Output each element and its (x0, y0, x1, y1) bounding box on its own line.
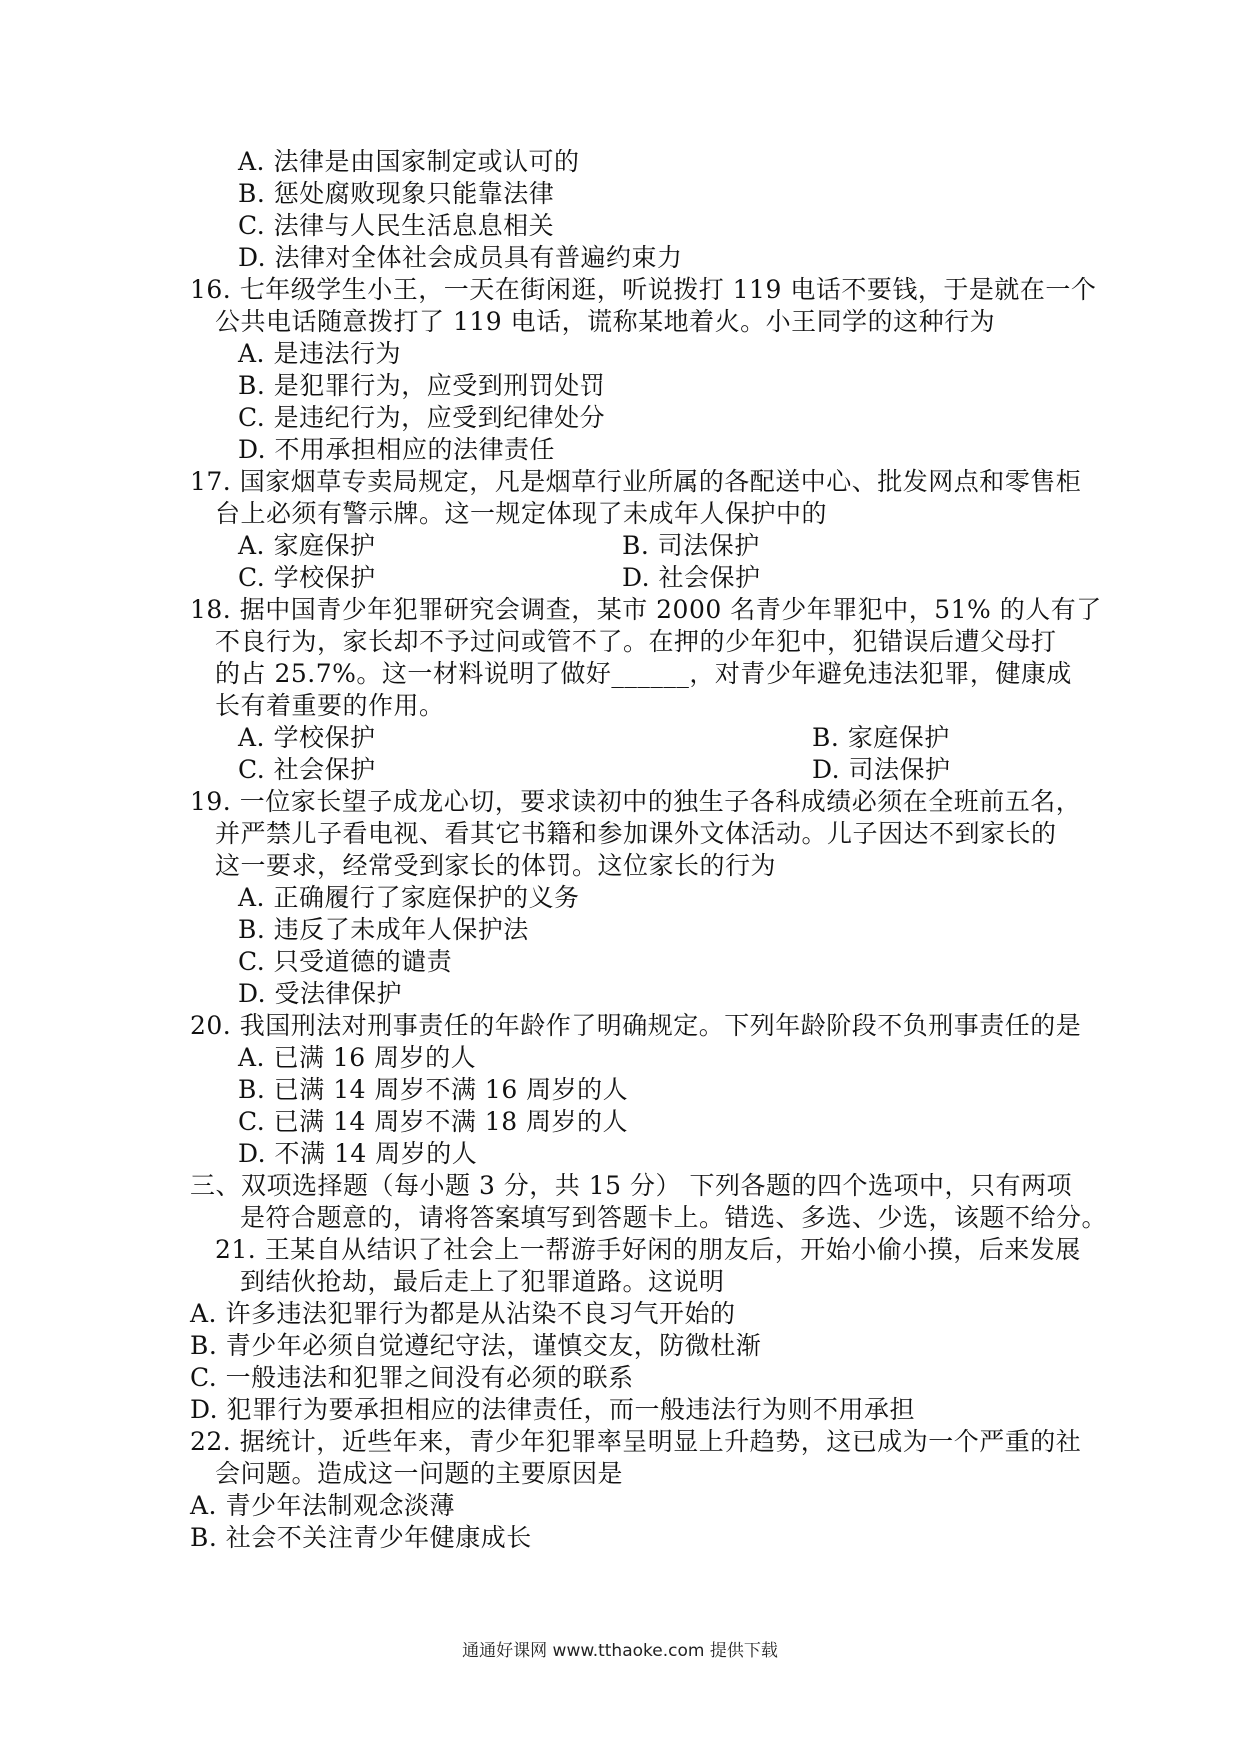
q15-option-d: D. 法律对全体社会成员具有普遍约束力 (238, 243, 683, 272)
q18-option-a: A. 学校保护 (238, 723, 376, 752)
q20-option-a: A. 已满 16 周岁的人 (238, 1043, 477, 1072)
q19-option-a: A. 正确履行了家庭保护的义务 (238, 883, 580, 912)
q21-stem-line-2: 到结伙抢劫，最后走上了犯罪道路。这说明 (240, 1267, 725, 1296)
q18-stem-line-4: 长有着重要的作用。 (215, 691, 445, 720)
q17-option-c: C. 学校保护 (238, 563, 376, 592)
q18-stem-line-1: 18. 据中国青少年犯罪研究会调查，某市 2000 名青少年罪犯中，51% 的人有了 (190, 595, 1102, 624)
page-footer: 通通好课网 www.tthaoke.com 提供下载 (462, 1641, 778, 1661)
q19-stem-line-2: 并严禁儿子看电视、看其它书籍和参加课外文体活动。儿子因达不到家长的 (215, 819, 1057, 848)
q22-stem-line-2: 会问题。造成这一问题的主要原因是 (215, 1459, 624, 1488)
q22-option-a: A. 青少年法制观念淡薄 (190, 1491, 455, 1520)
q17-option-b: B. 司法保护 (622, 531, 760, 560)
q20-option-b: B. 已满 14 周岁不满 16 周岁的人 (238, 1075, 629, 1104)
q19-stem-line-1: 19. 一位家长望子成龙心切，要求读初中的独生子各科成绩必须在全班前五名， (190, 787, 1082, 816)
q21-option-d: D. 犯罪行为要承担相应的法律责任，而一般违法行为则不用承担 (190, 1395, 916, 1424)
q15-option-a: A. 法律是由国家制定或认可的 (238, 147, 580, 176)
q20-option-d: D. 不满 14 周岁的人 (238, 1139, 478, 1168)
q16-option-a: A. 是违法行为 (238, 339, 401, 368)
q18-option-d: D. 司法保护 (812, 755, 951, 784)
q18-stem-line-3: 的占 25.7%。这一材料说明了做好______，对青少年避免违法犯罪，健康成 (215, 659, 1072, 688)
q17-stem-line-2: 台上必须有警示牌。这一规定体现了未成年人保护中的 (215, 499, 828, 528)
q19-option-b: B. 违反了未成年人保护法 (238, 915, 529, 944)
q22-option-b: B. 社会不关注青少年健康成长 (190, 1523, 532, 1552)
q17-option-d: D. 社会保护 (622, 563, 761, 592)
q21-option-b: B. 青少年必须自觉遵纪守法，谨慎交友，防微杜渐 (190, 1331, 762, 1360)
q17-option-a: A. 家庭保护 (238, 531, 376, 560)
q18-option-b: B. 家庭保护 (812, 723, 950, 752)
q21-stem-line-1: 21. 王某自从结识了社会上一帮游手好闲的朋友后，开始小偷小摸，后来发展 (215, 1235, 1081, 1264)
q16-option-d: D. 不用承担相应的法律责任 (238, 435, 556, 464)
q20-option-c: C. 已满 14 周岁不满 18 周岁的人 (238, 1107, 629, 1136)
q22-stem-line-1: 22. 据统计，近些年来，青少年犯罪率呈明显上升趋势，这已成为一个严重的社 (190, 1427, 1082, 1456)
section-3-heading: 三、双项选择题（每小题 3 分，共 15 分） 下列各题的四个选项中，只有两项 (190, 1171, 1072, 1200)
q20-stem: 20. 我国刑法对刑事责任的年龄作了明确规定。下列年龄阶段不负刑事责任的是 (190, 1011, 1082, 1040)
q18-stem-line-2: 不良行为，家长却不予过问或管不了。在押的少年犯中，犯错误后遭父母打 (215, 627, 1057, 656)
q17-stem-line-1: 17. 国家烟草专卖局规定，凡是烟草行业所属的各配送中心、批发网点和零售柜 (190, 467, 1082, 496)
q19-option-d: D. 受法律保护 (238, 979, 403, 1008)
q19-option-c: C. 只受道德的谴责 (238, 947, 453, 976)
q15-option-b: B. 惩处腐败现象只能靠法律 (238, 179, 555, 208)
q21-option-a: A. 许多违法犯罪行为都是从沾染不良习气开始的 (190, 1299, 736, 1328)
q18-option-c: C. 社会保护 (238, 755, 376, 784)
q19-stem-line-3: 这一要求，经常受到家长的体罚。这位家长的行为 (215, 851, 777, 880)
q16-option-b: B. 是犯罪行为，应受到刑罚处罚 (238, 371, 606, 400)
q21-option-c: C. 一般违法和犯罪之间没有必须的联系 (190, 1363, 634, 1392)
q16-stem-line-1: 16. 七年级学生小王，一天在街闲逛，听说拨打 119 电话不要钱，于是就在一个 (190, 275, 1097, 304)
q16-stem-line-2: 公共电话随意拨打了 119 电话，谎称某地着火。小王同学的这种行为 (215, 307, 996, 336)
q16-option-c: C. 是违纪行为，应受到纪律处分 (238, 403, 606, 432)
section-3-instruction: 是符合题意的，请将答案填写到答题卡上。错选、多选、少选，该题不给分。 (240, 1203, 1108, 1232)
q15-option-c: C. 法律与人民生活息息相关 (238, 211, 555, 240)
